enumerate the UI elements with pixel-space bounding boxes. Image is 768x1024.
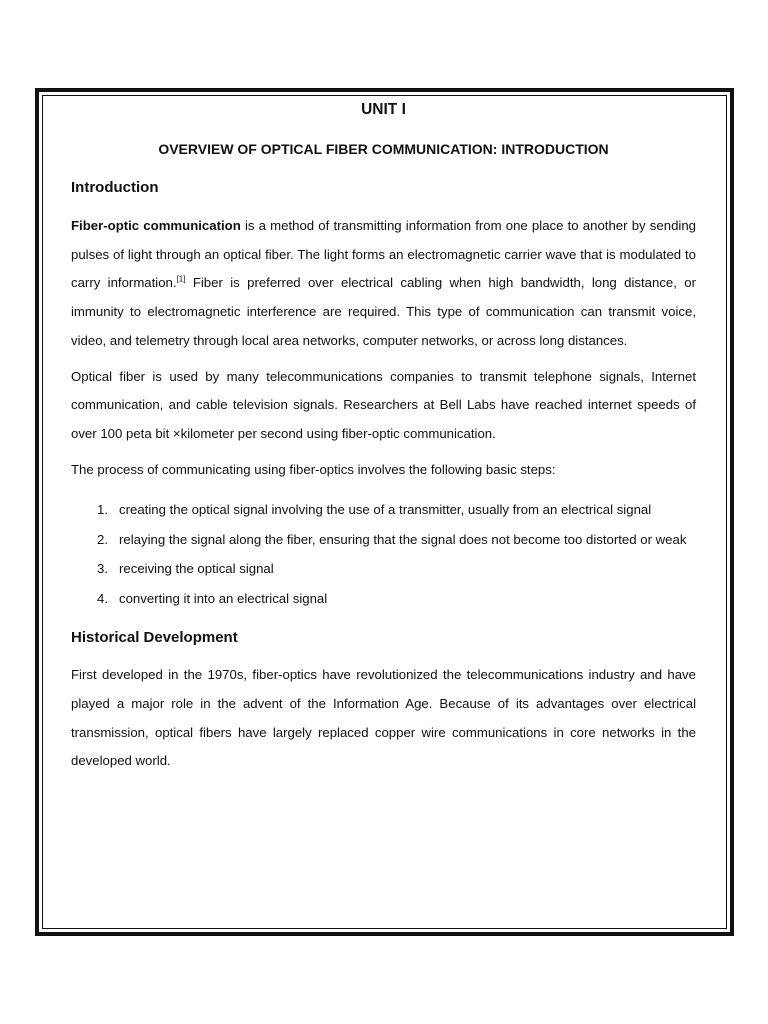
introduction-paragraph-3: The process of communicating using fiber-optics involves the following basic steps: [71, 461, 556, 477]
list-item-text: receiving the optical signal [119, 561, 274, 577]
list-item [71, 526, 696, 555]
list-item-number: 3. [97, 561, 108, 577]
paragraph-1-text-b: Fiber is preferred over electrical cabling when high bandwidth, long distance, or immunity to electromagnetic interference are required. This type of communication can transmit voice, video, and telemetry through local area networks, computer networks, or across long distances. [71, 275, 696, 348]
reference-1: [1] [176, 275, 186, 285]
overview-title: OVERVIEW OF OPTICAL FIBER COMMUNICATION: INTRODUCTION [158, 141, 609, 157]
introduction-paragraph-1 [71, 212, 696, 356]
list-item-number: 2. [97, 531, 108, 547]
history-paragraph: First developed in the 1970s, fiber-optics have revolutionized the telecommunications industry and have played a major role in the advent of the Information Age. Because of its advantages over electrical transmission, optical fibers have largely replaced copper wire communications in core networks in the developed world. [71, 667, 696, 769]
fiber-optic-term: Fiber-optic communication [71, 218, 241, 233]
historical-development-heading: Historical Development [71, 629, 238, 647]
document-content [71, 96, 696, 776]
list-item-number: 1. [97, 502, 108, 518]
list-item-text: creating the optical signal involving the use of a transmitter, usually from an electrical signal [119, 502, 652, 518]
paragraph-1-text-a: is a method of transmitting information from one place to another by sending pulses of light through an optical fiber. The light forms an electromagnetic carrier wave that is modulated to carry information. [71, 218, 697, 291]
introduction-heading: Introduction [71, 179, 159, 196]
list-item [71, 585, 696, 614]
introduction-paragraph-2: Optical fiber is used by many telecommunications companies to transmit telephone signals, Internet communication, and cable television signals. Researchers at Bell Labs have reached internet speeds of over 100 peta bit ×kilometer per second using fiber-optic communication. [71, 368, 696, 441]
list-item [71, 496, 696, 525]
list-item-text: converting it into an electrical signal [119, 590, 328, 606]
list-item [71, 555, 696, 584]
unit-title: UNIT I [361, 101, 406, 118]
steps-list [71, 496, 696, 613]
list-item-number: 4. [97, 590, 108, 606]
list-item-text: relaying the signal along the fiber, ensuring that the signal does not become too distorted or weak [119, 531, 687, 547]
